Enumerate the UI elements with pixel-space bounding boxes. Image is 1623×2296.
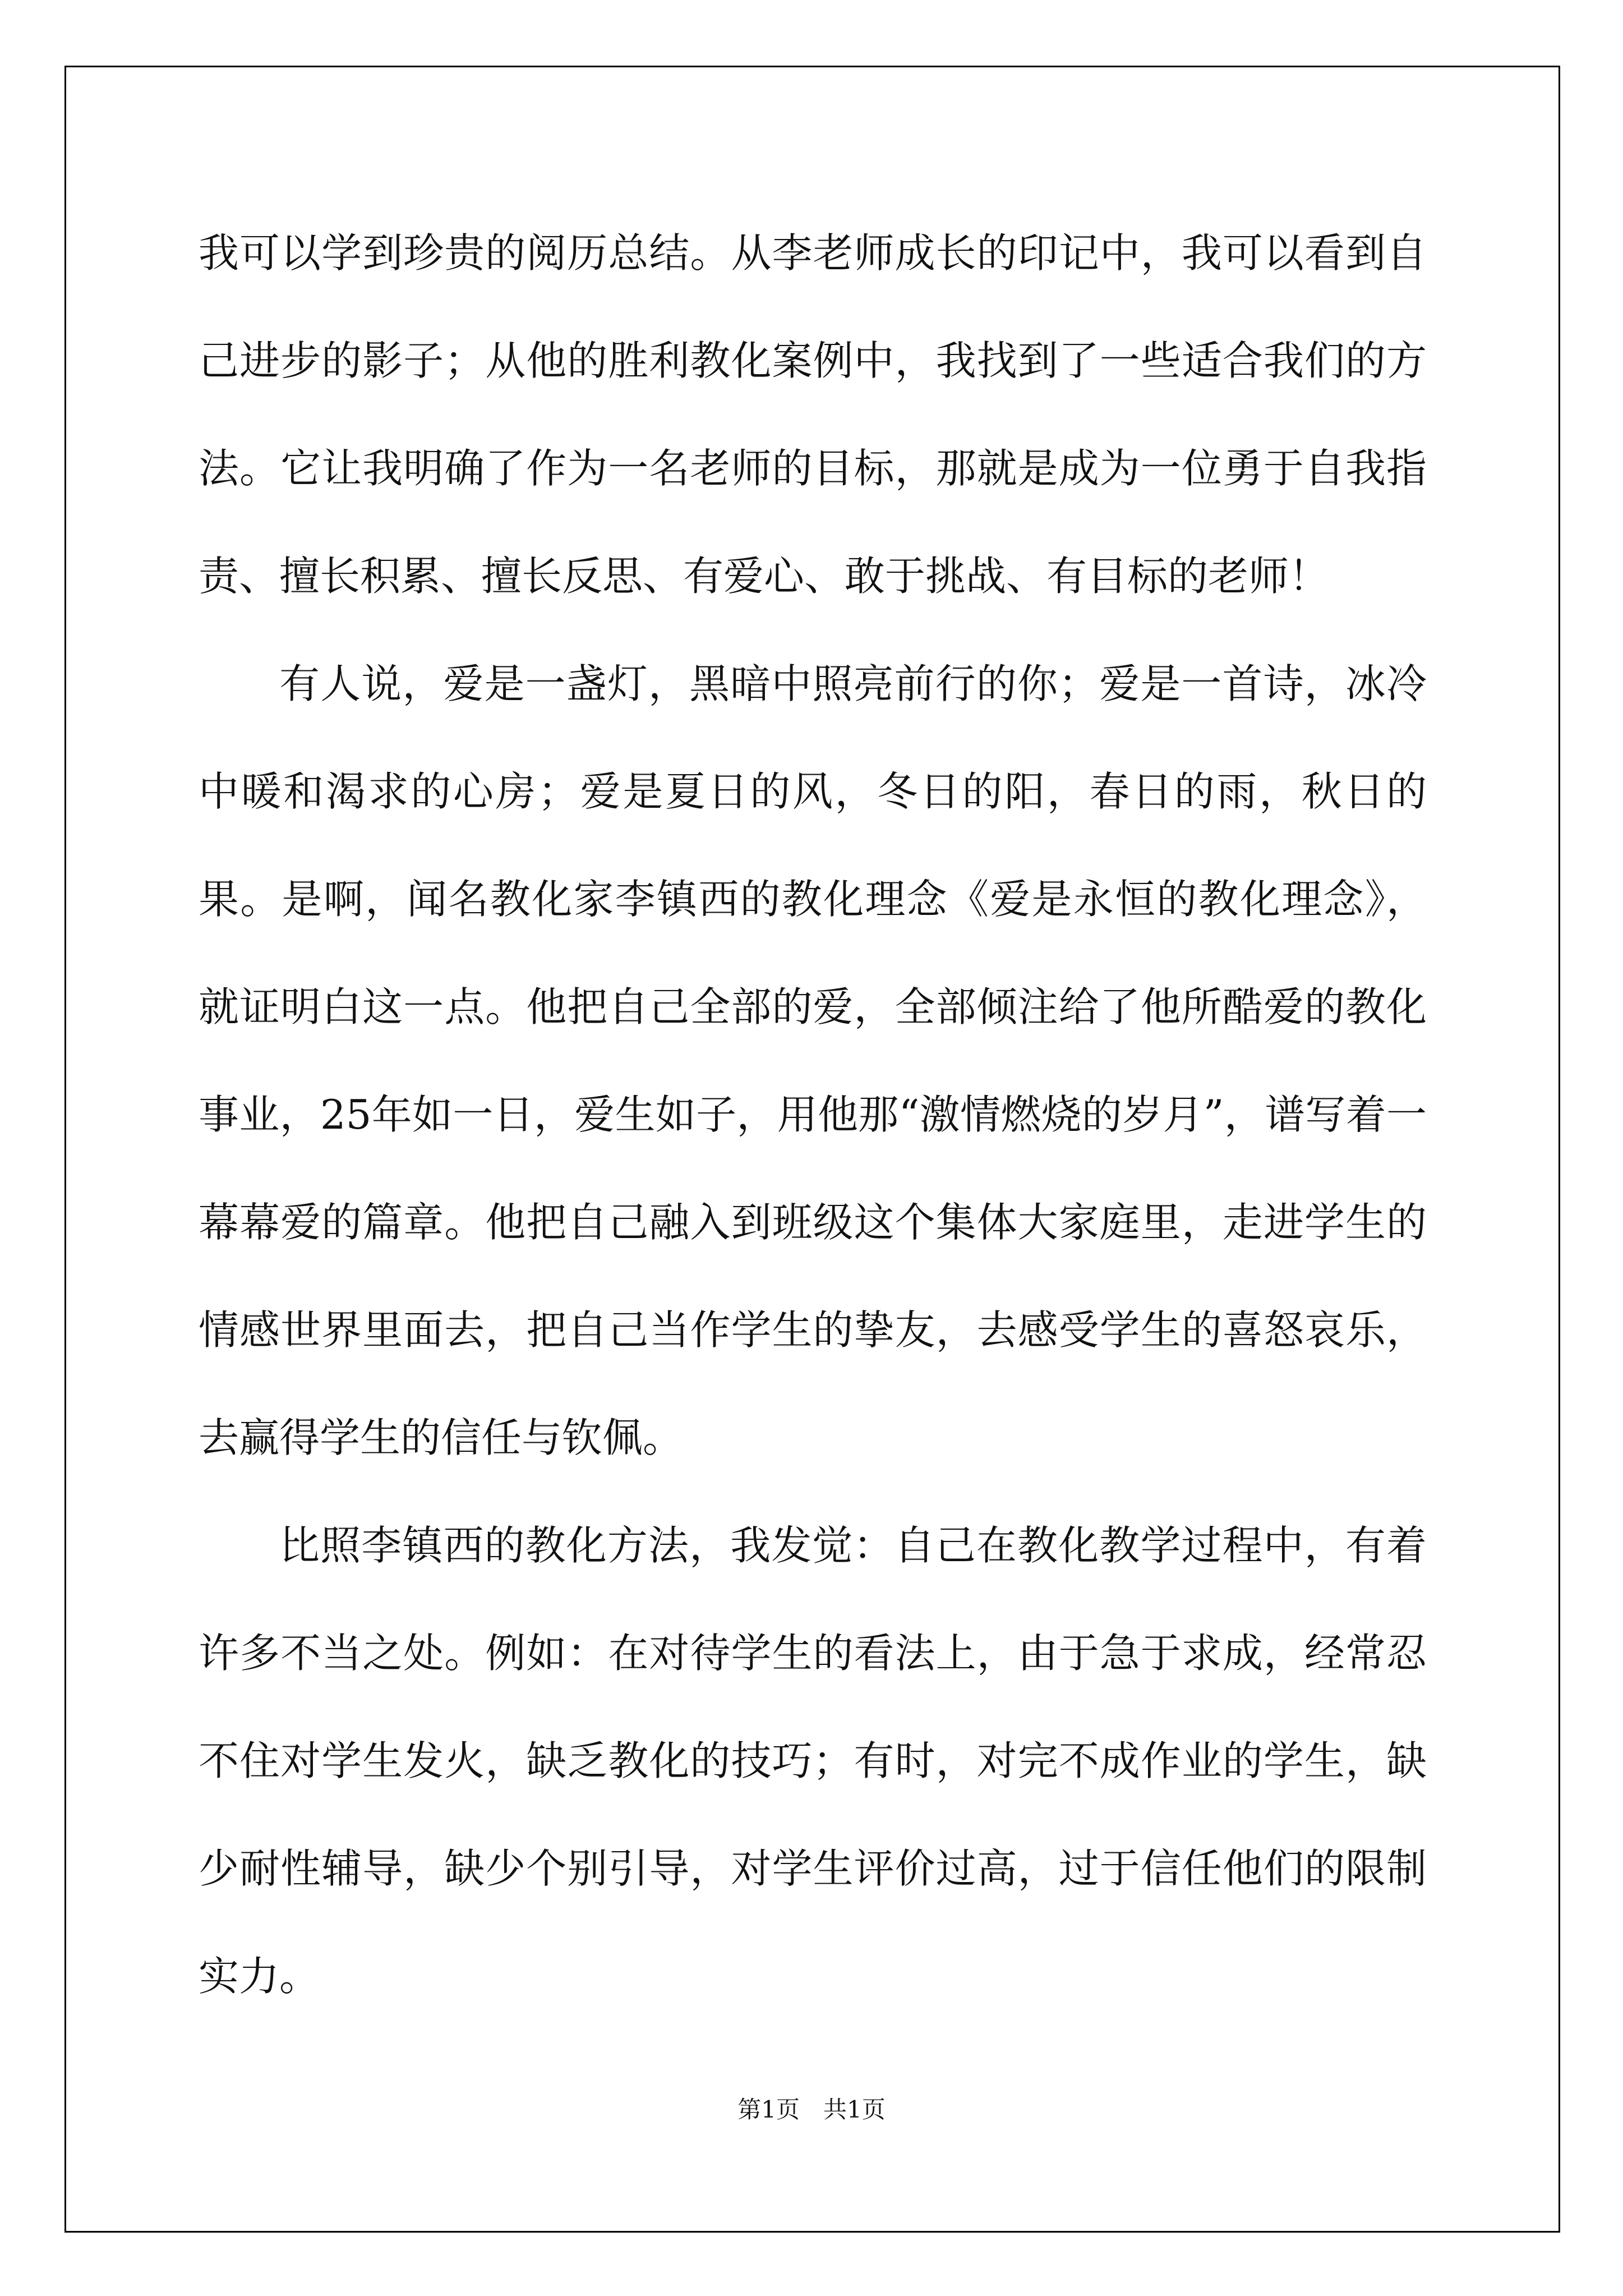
- page-footer: 第1页 共1页: [737, 2096, 886, 2123]
- document-body: [199, 199, 1427, 2030]
- paragraph-1: 我可以学到珍贵的阅历总结。从李老师成长的印记中，我可以看到自己进步的影子；从他的胜利教化案例中，我找到了一些适合我们的方法。它让我明确了作为一名老师的目标，那就是成为一位勇于自我指责、擅长积累、擅长反思、有爱心、敢于挑战、有目标的老师！: [199, 229, 1427, 600]
- paragraph-3: 比照李镇西的教化方法，我发觉：自己在教化教学过程中，有着许多不当之处。例如：在对待学生的看法上，由于急于求成，经常忍不住对学生发火，缺乏教化的技巧；有时，对完不成作业的学生，缺少耐性辅导，缺少个别引导，对学生评价过高，过于信任他们的限制实力。: [199, 1522, 1427, 2000]
- paragraph-2: 有人说，爱是一盏灯，黑暗中照亮前行的你；爱是一首诗，冰冷中暖和渴求的心房；爱是夏日的风，冬日的阳，春日的雨，秋日的果。是啊，闻名教化家李镇西的教化理念《爱是永恒的教化理念》，就证明白这一点。他把自己全部的爱，全部倾注给了他所酷爱的教化事业，25年如一日，爱生如子，用他那“激情燃烧的岁月”，谱写着一幕幕爱的篇章。他把自己融入到班级这个集体大家庭里，走进学生的情感世界里面去，把自己当作学生的挚友，去感受学生的喜怒哀乐，去赢得学生的信任与钦佩。: [199, 660, 1427, 1461]
